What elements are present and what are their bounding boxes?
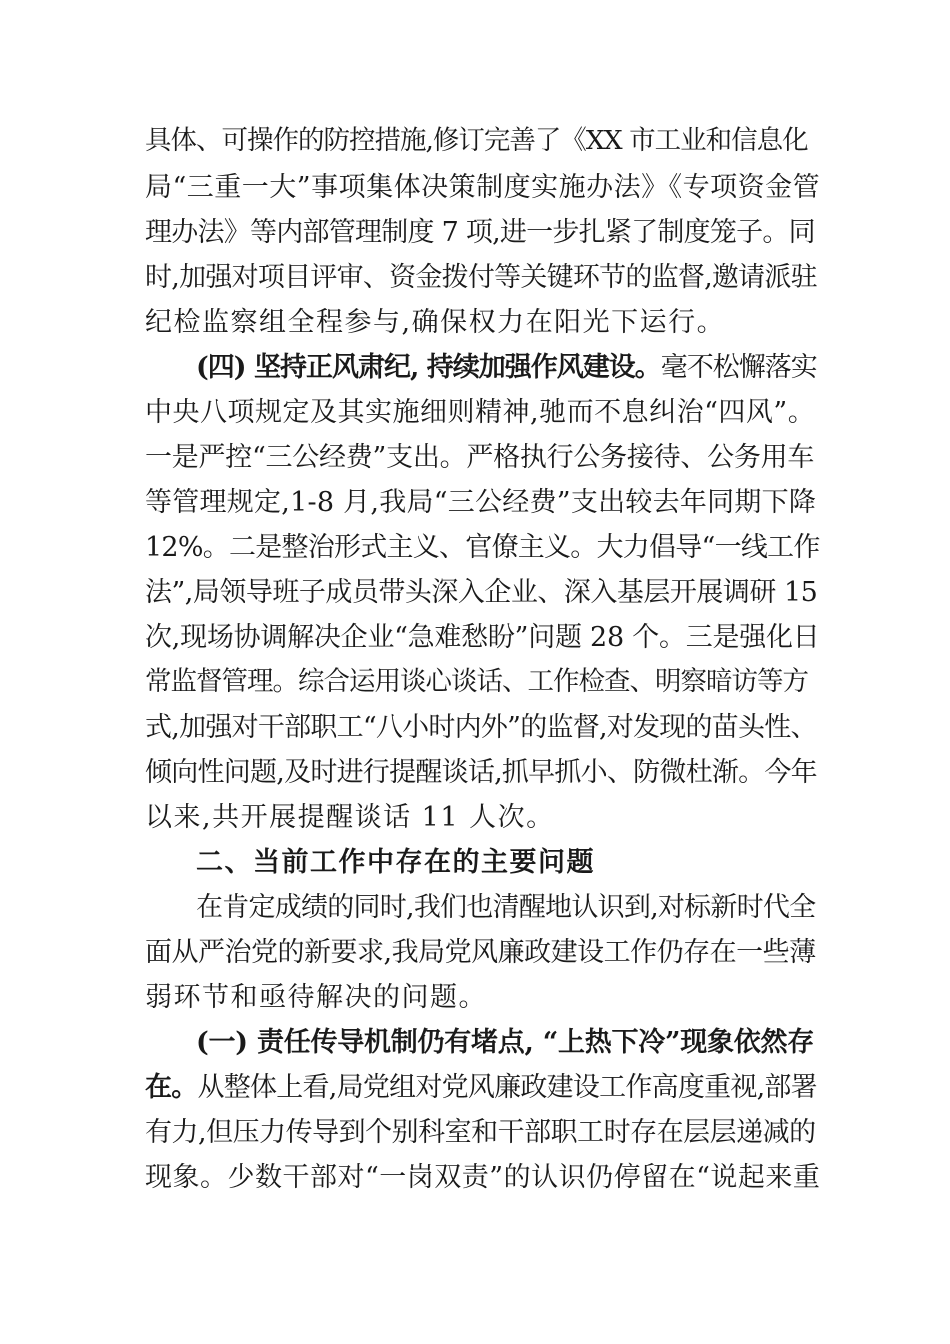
subsection-heading: (四) 坚持正风肃纪, 持续加强作风建设。	[196, 352, 661, 383]
body-line	[145, 714, 817, 741]
line-text: 具体、可操作的防控措施,修订完善了《XX 市工业和信息化	[145, 125, 808, 156]
body-line	[145, 309, 725, 336]
body-line	[145, 399, 815, 426]
line-text: 倾向性问题,及时进行提醒谈话,抓早抓小、防微杜渐。今年	[145, 757, 817, 788]
body-line	[145, 579, 817, 606]
line-text: 纪检监察组全程参与,确保权力在阳光下运行。	[145, 307, 726, 338]
line-text: 次,现场协调解决企业“急难愁盼”问题 28 个。三是强化日	[145, 622, 820, 653]
body-line	[145, 759, 817, 786]
body-line	[145, 1164, 820, 1191]
section-heading: 二、当前工作中存在的主要问题	[196, 847, 595, 878]
line-text: 式,加强对干部职工“八小时内外”的监督,对发现的苗头性、	[145, 712, 817, 743]
body-line	[145, 804, 555, 831]
line-text: 以来,共开展提醒谈话 11 人次。	[145, 802, 555, 833]
body-line	[145, 939, 816, 966]
line-text: 毫不松懈落实	[660, 352, 817, 383]
line-text: 面从严治党的新要求,我局党风廉政建设工作仍存在一些薄	[145, 937, 816, 968]
body-line	[145, 624, 819, 651]
body-line	[145, 125, 808, 156]
subsection-heading: (一) 责任传导机制仍有堵点, “上热下冷”现象依然存	[196, 1027, 815, 1058]
section-heading-line	[196, 849, 595, 876]
line-text: 一是严控“三公经费”支出。严格执行公务接待、公务用车	[145, 442, 815, 473]
line-text: 常监督管理。综合运用谈心谈话、工作检查、明察暗访等方	[145, 666, 808, 697]
body-line	[145, 264, 817, 291]
line-text: 理办法》等内部管理制度 7 项,进一步扎紧了制度笼子。同	[145, 217, 815, 248]
line-text: 中央八项规定及其实施细则精神,驰而不息纠治“四风”。	[145, 397, 816, 428]
subsection-heading: 在。	[145, 1072, 198, 1103]
body-line	[145, 666, 808, 697]
line-text: 有力,但压力传导到个别科室和干部职工时存在层层递减的	[145, 1117, 816, 1148]
line-text: 等管理规定,1-8 月,我局“三公经费”支出较去年同期下降	[145, 487, 817, 518]
body-line	[145, 174, 820, 201]
subsection-heading-line	[196, 1029, 814, 1056]
body-line	[145, 1119, 816, 1146]
line-text: 从整体上看,局党组对党风廉政建设工作高度重视,部署	[197, 1072, 817, 1103]
body-line	[145, 984, 487, 1011]
body-line	[145, 534, 820, 561]
line-text: 法”,局领导班子成员带头深入企业、深入基层开展调研 15	[145, 577, 818, 608]
line-text: 时,加强对项目评审、资金拨付等关键环节的监督,邀请派驻	[145, 262, 817, 293]
line-text: 现象。少数干部对“一岗双责”的认识仍停留在“说起来重	[145, 1162, 821, 1193]
subsection-heading-line	[196, 354, 817, 381]
body-line	[145, 489, 816, 516]
line-text: 在肯定成绩的同时,我们也清醒地认识到,对标新时代全	[196, 892, 816, 923]
body-line	[145, 444, 814, 471]
body-line	[145, 219, 815, 246]
line-text: 局“三重一大”事项集体决策制度实施办法》《专项资金管	[145, 172, 821, 203]
line-text: 12%。二是整治形式主义、官僚主义。大力倡导“一线工作	[145, 532, 820, 563]
subsection-heading-continuation	[145, 1074, 817, 1101]
body-line	[196, 894, 815, 921]
line-text: 弱环节和亟待解决的问题。	[145, 982, 487, 1013]
